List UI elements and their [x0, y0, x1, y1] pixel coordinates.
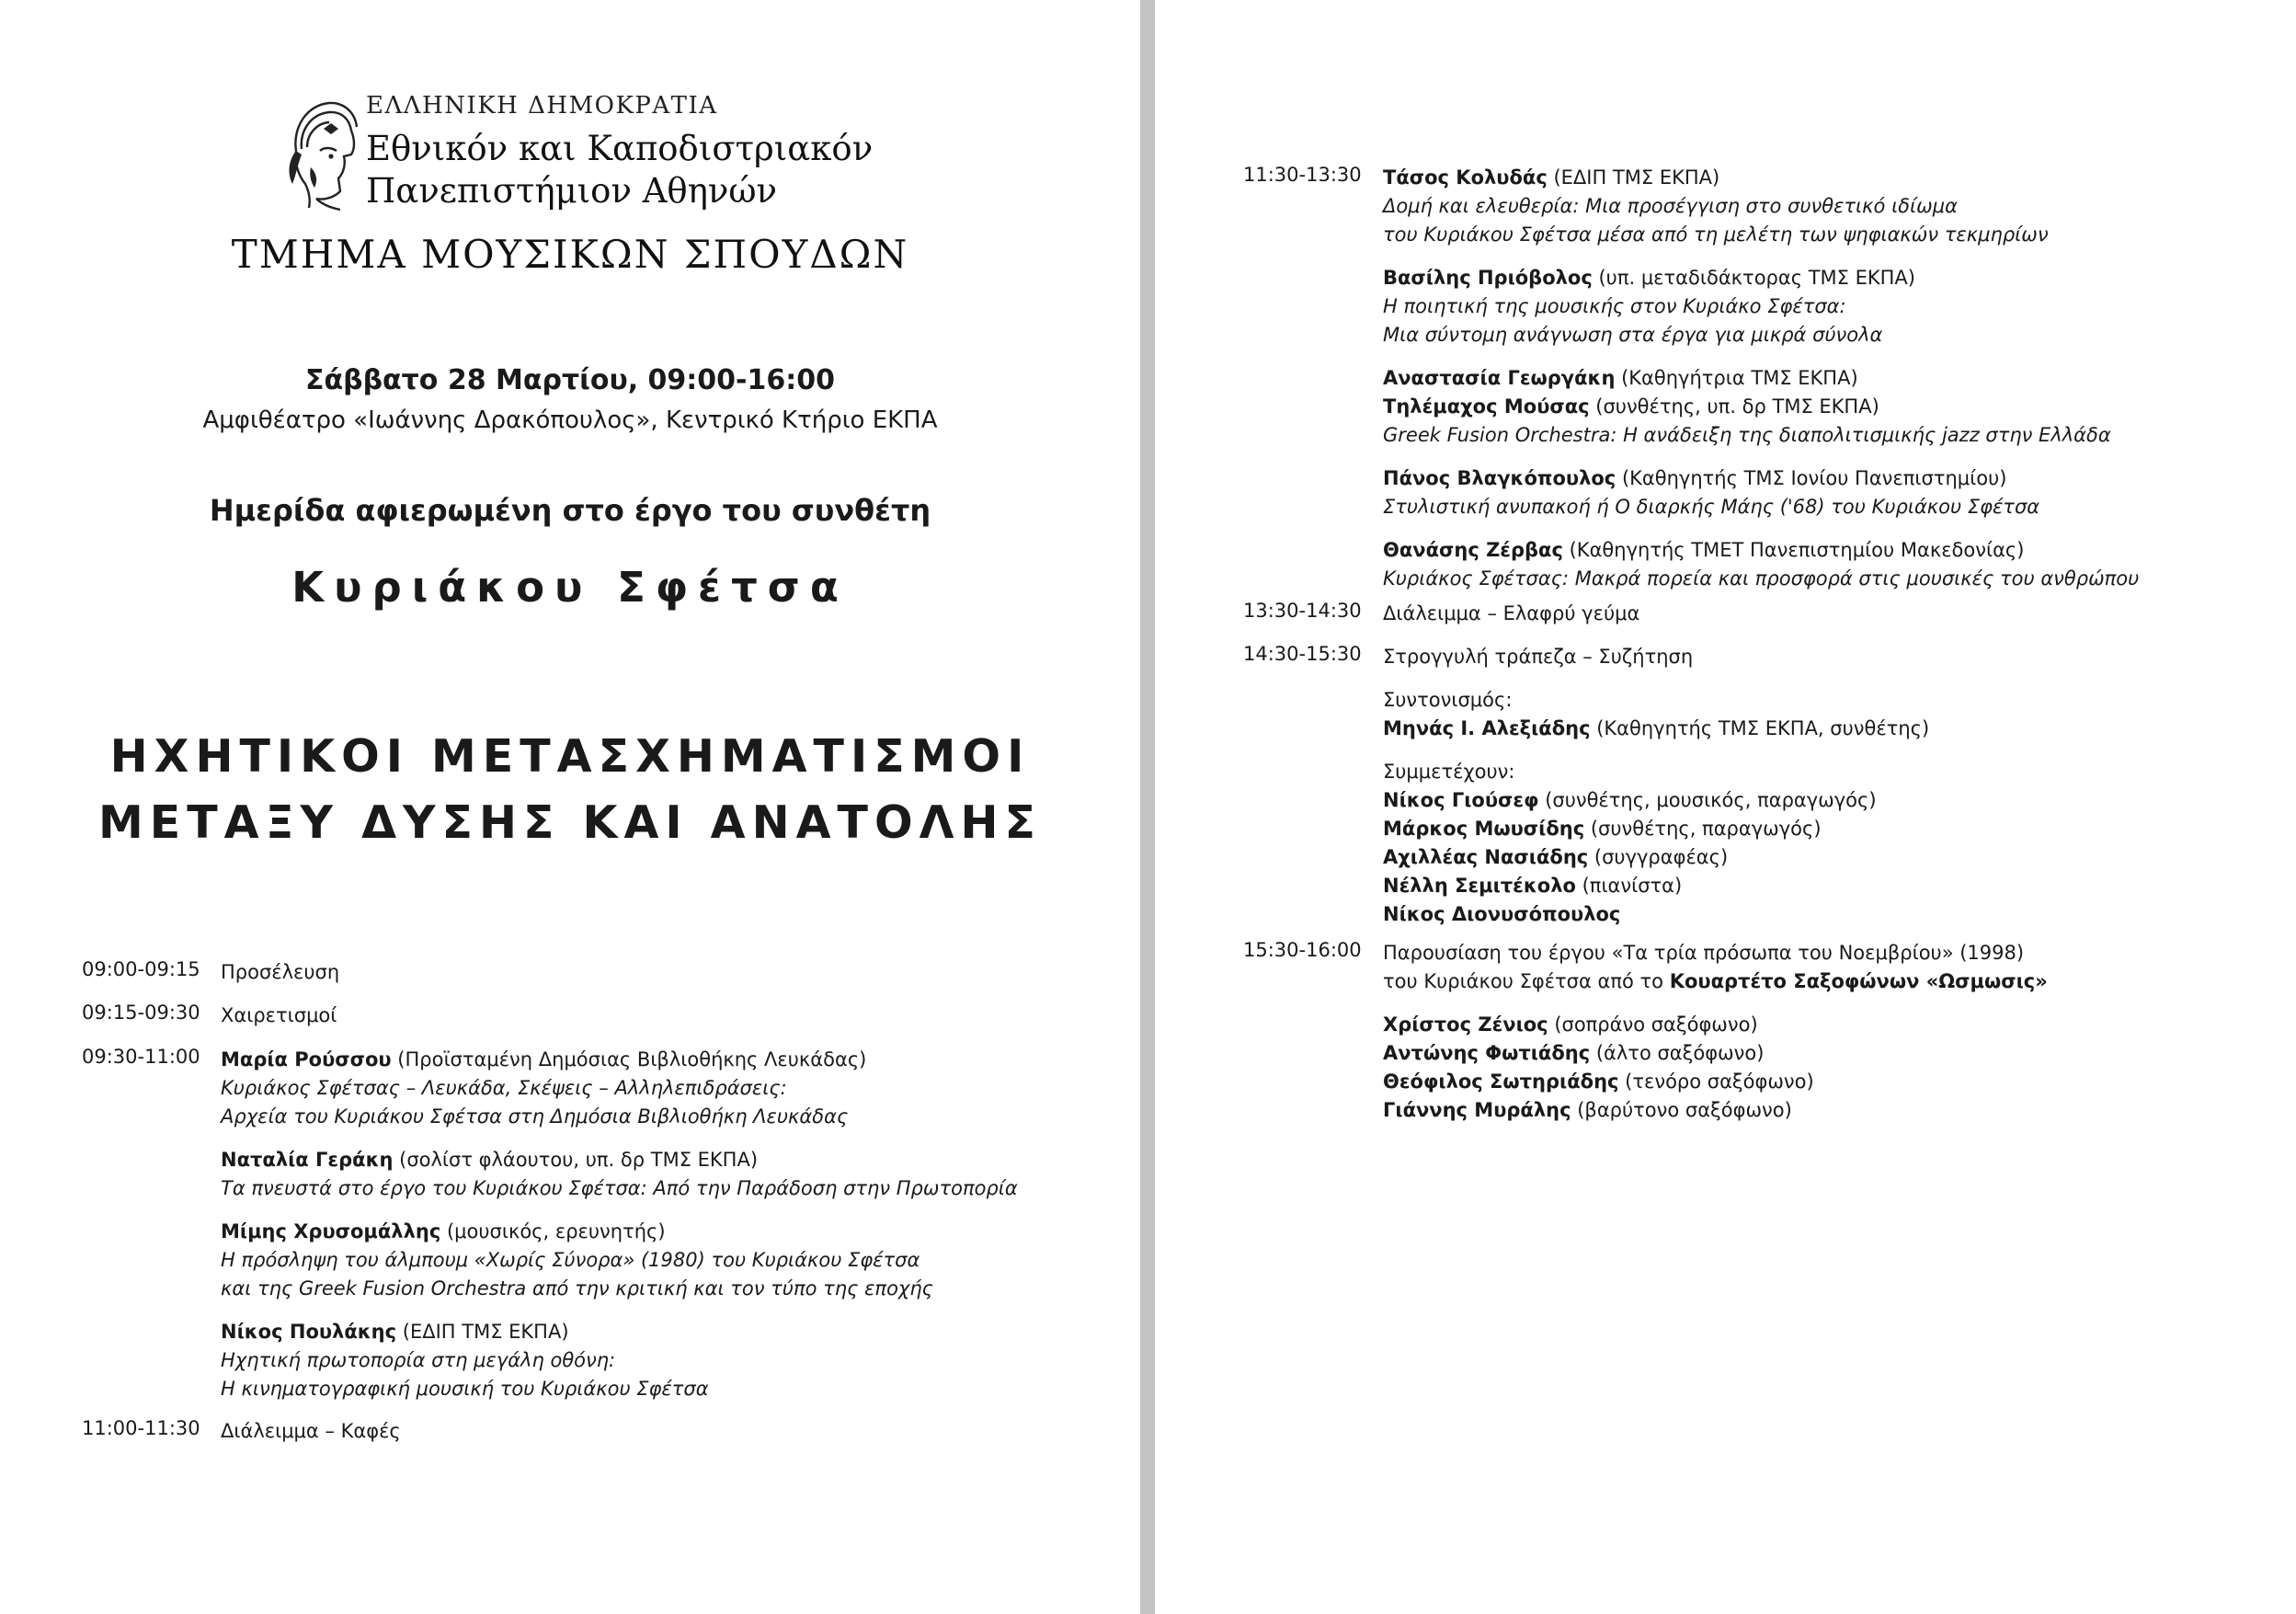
participant-line: [1383, 786, 1929, 815]
talk-title: και της Greek Fusion Orchestra από την κριτική και τον τύπο της εποχής: [221, 1277, 933, 1299]
participant-role: (σοπράνο σαξόφωνο): [1548, 1013, 1758, 1036]
slot-time: 13:30-14:30: [1243, 600, 1362, 622]
participant-line: [1383, 872, 1929, 900]
speaker-role: (Προϊσταμένη Δημόσιας Βιβλιοθήκης Λευκάδας): [391, 1048, 867, 1070]
department-name: ΤΜΗΜΑ ΜΟΥΣΙΚΩΝ ΣΠΟΥΔΩΝ: [231, 232, 909, 277]
slot-text-line2: [1383, 967, 2048, 996]
participant-name: Αντώνης Φωτιάδης: [1383, 1042, 1591, 1064]
speaker-line: [1383, 715, 1929, 743]
talk-title: Δομή και ελευθερία: Μια προσέγγιση στο συνθετικό ιδίωμα: [1383, 195, 1958, 217]
slot-text: Στρογγυλή τράπεζα – Συζήτηση: [1383, 646, 1694, 668]
speaker-role: (Καθηγητής ΤΜΕΤ Πανεπιστημίου Μακεδονίας): [1562, 539, 2025, 561]
speaker-name: Μαρία Ρούσσου: [221, 1048, 392, 1070]
participant-role: (συνθέτης, μουσικός, παραγωγός): [1538, 789, 1877, 811]
participants-label: Συμμετέχουν:: [1383, 761, 1515, 783]
talk-title: Κυριάκος Σφέτσας – Λευκάδα, Σκέψεις – Αλληλεπιδράσεις:: [221, 1077, 787, 1099]
composer-name: Κυριάκου Σφέτσα: [291, 563, 849, 612]
speaker-name: Βασίλης Πριόβολος: [1383, 267, 1593, 289]
speaker-role: (μουσικός, ερευνητής): [440, 1220, 666, 1242]
talk-title: Τα πνευστά στο έργο του Κυριάκου Σφέτσα: Από την Παράδοση στην Πρωτοπορία: [221, 1177, 1018, 1199]
participant-role: (συνθέτης, παραγωγός): [1584, 818, 1822, 840]
speaker-name: Μηνάς Ι. Αλεξιάδης: [1383, 717, 1591, 739]
slot-time: 11:00-11:30: [82, 1417, 200, 1439]
participant-role: (βαρύτονο σαξόφωνο): [1571, 1099, 1792, 1121]
talk-title: Κυριάκος Σφέτσας: Μακρά πορεία και προσφορά στις μουσικές του ανθρώπου: [1383, 567, 2140, 590]
slot-time: 11:30-13:30: [1243, 164, 1362, 186]
speaker-line: [221, 1046, 1018, 1074]
talk-title: Στυλιστική ανυπακοή ή Ο διαρκής Μάης ('68) του Κυριάκου Σφέτσα: [1383, 496, 2040, 518]
participant-name: Χρίστος Ζένιος: [1383, 1013, 1548, 1036]
page-divider: [1140, 0, 1155, 1614]
speaker-line: [1383, 393, 2139, 421]
university-name-line1: Εθνικόν και Καποδιστριακόν: [366, 129, 874, 168]
talk-title: Greek Fusion Orchestra: Η ανάδειξη της διαπολιτισμικής jazz στην Ελλάδα: [1383, 424, 2111, 446]
speaker-line: [221, 1318, 1018, 1346]
participant-role: (συγγραφέας): [1588, 846, 1729, 868]
slot-text: Προσέλευση: [221, 961, 340, 983]
talk-title: του Κυριάκου Σφέτσα μέσα από τη μελέτη των ψηφιακών τεκμηρίων: [1383, 223, 2049, 246]
main-title-line2: ΜΕΤΑΞΥ ΔΥΣΗΣ ΚΑΙ ΑΝΑΤΟΛΗΣ: [97, 796, 1043, 849]
coordination-label: Συντονισμός:: [1383, 689, 1513, 711]
speaker-name: Αναστασία Γεωργάκη: [1383, 367, 1616, 389]
talk-title: Μια σύντομη ανάγνωση στα έργα για μικρά σύνολα: [1383, 324, 1883, 346]
speaker-line: [1383, 464, 2139, 493]
talk-title: Η ποιητική της μουσικής στον Κυριάκο Σφέτσα:: [1383, 295, 1846, 317]
participant-name: Θεόφιλος Σωτηριάδης: [1383, 1070, 1619, 1093]
participant-name: Μάρκος Μωυσίδης: [1383, 818, 1585, 840]
speaker-name: Ναταλία Γεράκη: [221, 1149, 394, 1171]
speaker-line: [221, 1146, 1018, 1174]
speaker-name: Μίμης Χρυσομάλλης: [221, 1220, 441, 1242]
speaker-role: (Καθηγητής ΤΜΣ Ιονίου Πανεπιστημίου): [1616, 467, 2007, 489]
speaker-name: Πάνος Βλαγκόπουλος: [1383, 467, 1616, 489]
speaker-role: (σολίστ φλάουτου, υπ. δρ ΤΜΣ ΕΚΠΑ): [393, 1149, 759, 1171]
participant-line: [1383, 900, 1929, 929]
talk-title: Η πρόσληψη του άλμπουμ «Χωρίς Σύνορα» (1980) του Κυριάκου Σφέτσα: [221, 1249, 920, 1271]
speaker-role: (Καθηγητής ΤΜΣ ΕΚΠΑ, συνθέτης): [1590, 717, 1930, 739]
speaker-role: (υπ. μεταδιδάκτορας ΤΜΣ ΕΚΠΑ): [1592, 267, 1915, 289]
speaker-name: Θανάσης Ζέρβας: [1383, 539, 1563, 561]
participant-name: Γιάννης Μυράλης: [1383, 1099, 1571, 1121]
participant-line: [1383, 815, 1929, 843]
speaker-role: (ΕΔΙΠ ΤΜΣ ΕΚΠΑ): [1547, 166, 1720, 189]
slot-time: 14:30-15:30: [1243, 643, 1362, 665]
ensemble-name: Κουαρτέτο Σαξοφώνων «Ωσμωσις»: [1669, 970, 2048, 992]
speaker-name: Τηλέμαχος Μούσας: [1383, 395, 1590, 418]
speaker-name: Νίκος Πουλάκης: [221, 1321, 397, 1343]
participant-line: [1383, 843, 1929, 872]
main-title-line1: ΗΧΗΤΙΚΟΙ ΜΕΤΑΣΧΗΜΑΤΙΣΜΟΙ: [109, 730, 1031, 783]
speaker-role: (ΕΔΙΠ ΤΜΣ ΕΚΠΑ): [396, 1321, 569, 1343]
participant-role: (άλτο σαξόφωνο): [1590, 1042, 1765, 1064]
speaker-line: [1383, 536, 2139, 565]
talk-title: Η κινηματογραφική μουσική του Κυριάκου Σφέτσα: [221, 1378, 709, 1400]
slot-time: 09:15-09:30: [82, 1002, 200, 1024]
slot-time: 09:00-09:15: [82, 958, 200, 980]
speaker-line: [1383, 364, 2139, 393]
slot-text: Παρουσίαση του έργου «Τα τρία πρόσωπα του Νοεμβρίου» (1998): [1383, 942, 2025, 964]
event-subtitle: Ημερίδα αφιερωμένη στο έργο του συνθέτη: [209, 493, 931, 528]
slot-time: 15:30-16:00: [1243, 939, 1362, 961]
slot-text-part: του Κυριάκου Σφέτσα από το: [1383, 970, 1670, 992]
republic-label: ΕΛΛΗΝΙΚΗ ΔΗΜΟΚΡΑΤΙΑ: [366, 92, 718, 120]
athena-head-logo: [283, 96, 360, 213]
speaker-role: (Καθηγήτρια ΤΜΣ ΕΚΠΑ): [1615, 367, 1858, 389]
slot-time: 09:30-11:00: [82, 1046, 200, 1068]
event-date: Σάββατο 28 Μαρτίου, 09:00-16:00: [305, 364, 835, 396]
participant-line: [1383, 1011, 2048, 1039]
participant-name: Αχιλλέας Νασιάδης: [1383, 846, 1589, 868]
speaker-line: [221, 1218, 1018, 1246]
participant-name: Νέλλη Σεμιτέκολο: [1383, 875, 1576, 897]
slot-text: Διάλειμμα – Ελαφρύ γεύμα: [1383, 602, 1640, 624]
talk-title: Αρχεία του Κυριάκου Σφέτσα στη Δημόσια Βιβλιοθήκη Λευκάδας: [221, 1105, 849, 1128]
participant-role: (πιανίστα): [1575, 875, 1683, 897]
participant-name: Νίκος Γιούσεφ: [1383, 789, 1539, 811]
speaker-line: [1383, 164, 2139, 192]
talk-title: Ηχητική πρωτοπορία στη μεγάλη οθόνη:: [221, 1349, 616, 1371]
participant-role: (τενόρο σαξόφωνο): [1618, 1070, 1814, 1093]
slot-text: Διάλειμμα – Καφές: [221, 1420, 401, 1442]
participant-line: [1383, 1039, 2048, 1068]
participant-name: Νίκος Διονυσόπουλος: [1383, 903, 1621, 925]
speaker-line: [1383, 264, 2139, 292]
university-name-line2: Πανεπιστήμιον Αθηνών: [366, 171, 778, 211]
slot-text: Χαιρετισμοί: [221, 1004, 337, 1026]
participant-line: [1383, 1096, 2048, 1125]
participant-line: [1383, 1068, 2048, 1096]
speaker-name: Τάσος Κολυδάς: [1383, 166, 1548, 189]
speaker-role: (συνθέτης, υπ. δρ ΤΜΣ ΕΚΠΑ): [1589, 395, 1879, 418]
event-venue: Αμφιθέατρο «Ιωάννης Δρακόπουλος», Κεντρικό Κτήριο ΕΚΠΑ: [202, 406, 938, 434]
